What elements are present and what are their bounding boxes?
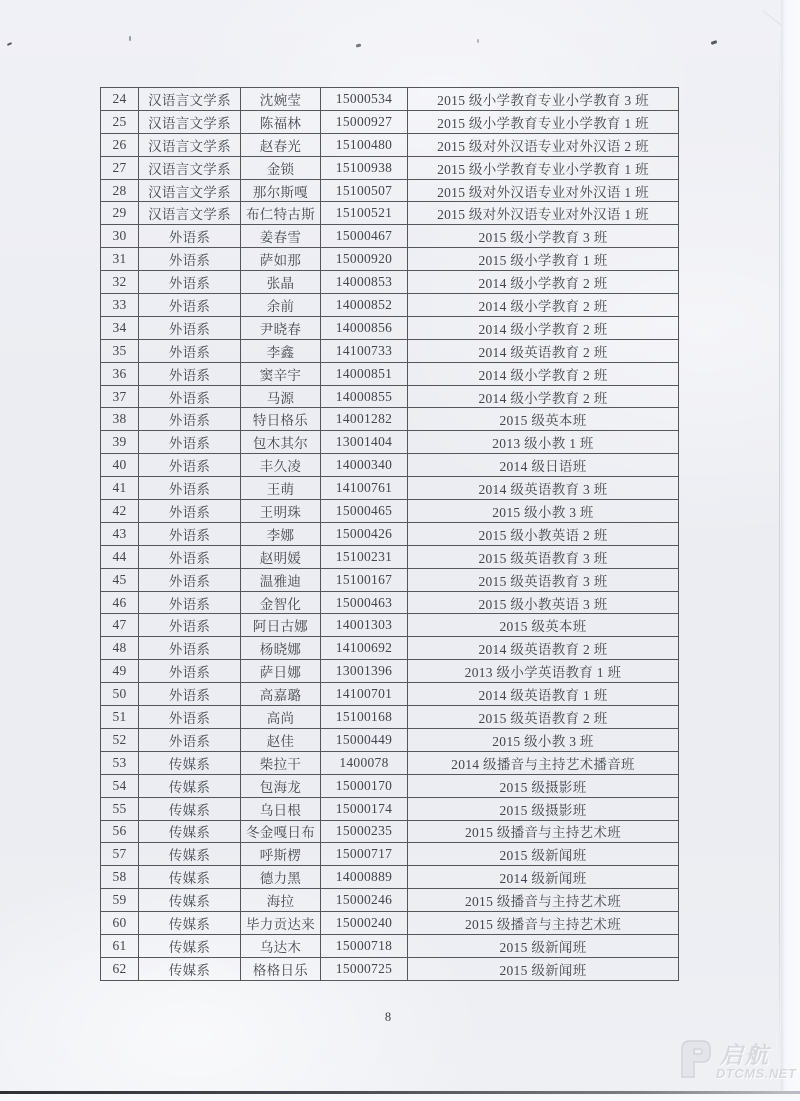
table-row: [101, 339, 679, 362]
cell-department: 外语系: [139, 225, 241, 248]
cell-student-id: 15100480: [321, 133, 408, 156]
cell-number: 57: [101, 843, 139, 866]
cell-number: 30: [101, 225, 139, 248]
cell-student-id: 15000465: [321, 500, 408, 523]
cell-department: 传媒系: [139, 866, 241, 889]
cell-class: 2014 级小学教育 2 班: [408, 385, 679, 408]
table-row: [101, 294, 679, 317]
cell-student-id: 14100692: [321, 637, 408, 660]
table-row: [101, 545, 679, 568]
scan-speck: [129, 36, 131, 41]
cell-student-id: 15000920: [321, 248, 408, 271]
cell-name: 乌日根: [241, 797, 321, 820]
cell-number: 47: [101, 614, 139, 637]
cell-class: 2015 级新闻班: [408, 843, 679, 866]
cell-name: 乌达木: [241, 934, 321, 957]
cell-name: 余前: [241, 294, 321, 317]
cell-student-id: 15100231: [321, 545, 408, 568]
cell-number: 54: [101, 774, 139, 797]
cell-number: 41: [101, 477, 139, 500]
cell-student-id: 15000449: [321, 728, 408, 751]
cell-department: 汉语言文学系: [139, 133, 241, 156]
cell-name: 阿日古娜: [241, 614, 321, 637]
cell-number: 50: [101, 683, 139, 706]
cell-number: 59: [101, 889, 139, 912]
table-row: [101, 660, 679, 683]
cell-student-id: 15000170: [321, 774, 408, 797]
table-row: [101, 889, 679, 912]
cell-department: 传媒系: [139, 843, 241, 866]
cell-student-id: 14000856: [321, 316, 408, 339]
cell-department: 外语系: [139, 431, 241, 454]
cell-class: 2015 级英本班: [408, 408, 679, 431]
table-row: [101, 248, 679, 271]
cell-number: 36: [101, 362, 139, 385]
cell-student-id: 14100701: [321, 683, 408, 706]
cell-name: 海拉: [241, 889, 321, 912]
cell-department: 外语系: [139, 500, 241, 523]
cell-number: 53: [101, 751, 139, 774]
table-row: [101, 133, 679, 156]
cell-department: 外语系: [139, 362, 241, 385]
cell-department: 外语系: [139, 660, 241, 683]
cell-department: 传媒系: [139, 934, 241, 957]
cell-number: 29: [101, 202, 139, 225]
cell-student-id: 15000927: [321, 110, 408, 133]
cell-department: 外语系: [139, 408, 241, 431]
cell-class: 2015 级英语教育 2 班: [408, 706, 679, 729]
cell-class: 2015 级播音与主持艺术班: [408, 889, 679, 912]
cell-department: 外语系: [139, 522, 241, 545]
cell-student-id: 15000246: [321, 889, 408, 912]
cell-department: 传媒系: [139, 751, 241, 774]
table-row: [101, 706, 679, 729]
cell-class: 2015 级小学教育专业小学教育 1 班: [408, 110, 679, 133]
cell-class: 2014 级小学教育 2 班: [408, 271, 679, 294]
cell-student-id: 14000852: [321, 294, 408, 317]
cell-name: 特日格乐: [241, 408, 321, 431]
cell-class: 2015 级小教英语 3 班: [408, 591, 679, 614]
cell-student-id: 14000340: [321, 454, 408, 477]
cell-name: 柴拉干: [241, 751, 321, 774]
table-row: [101, 866, 679, 889]
table-row: [101, 591, 679, 614]
table-row: [101, 477, 679, 500]
cell-number: 45: [101, 568, 139, 591]
cell-name: 格格日乐: [241, 957, 321, 980]
cell-name: 沈婉莹: [241, 88, 321, 111]
cell-department: 外语系: [139, 294, 241, 317]
cell-name: 布仁特古斯: [241, 202, 321, 225]
cell-student-id: 15000426: [321, 522, 408, 545]
table-row: [101, 912, 679, 935]
cell-name: 包海龙: [241, 774, 321, 797]
cell-number: 44: [101, 545, 139, 568]
cell-name: 那尔斯嘎: [241, 179, 321, 202]
student-roster: [100, 87, 679, 981]
cell-department: 外语系: [139, 316, 241, 339]
cell-number: 35: [101, 339, 139, 362]
cell-name: 冬金嘎日布: [241, 820, 321, 843]
cell-name: 陈福林: [241, 110, 321, 133]
student-table: [100, 87, 679, 981]
cell-department: 外语系: [139, 339, 241, 362]
cell-name: 赵佳: [241, 728, 321, 751]
cell-student-id: 14001282: [321, 408, 408, 431]
cell-number: 25: [101, 110, 139, 133]
watermark-site: DTCMS.NET: [716, 1066, 797, 1081]
cell-class: 2014 级小学教育 2 班: [408, 294, 679, 317]
cell-class: 2014 级英语教育 3 班: [408, 477, 679, 500]
cell-name: 李娜: [241, 522, 321, 545]
cell-number: 33: [101, 294, 139, 317]
cell-name: 毕力贡达来: [241, 912, 321, 935]
cell-class: 2013 级小学英语教育 1 班: [408, 660, 679, 683]
cell-student-id: 15000718: [321, 934, 408, 957]
cell-department: 外语系: [139, 271, 241, 294]
table-row: [101, 751, 679, 774]
watermark-brand: 启航: [720, 1042, 770, 1068]
qihang-sail-logo-icon: [676, 1037, 716, 1086]
table-row: [101, 454, 679, 477]
cell-student-id: 14001303: [321, 614, 408, 637]
cell-number: 31: [101, 248, 139, 271]
cell-number: 56: [101, 820, 139, 843]
cell-class: 2015 级对外汉语专业对外汉语 1 班: [408, 179, 679, 202]
cell-name: 王明珠: [241, 500, 321, 523]
paper-edge-crease: [779, 40, 780, 1060]
cell-name: 高尚: [241, 706, 321, 729]
cell-student-id: 15000534: [321, 88, 408, 111]
table-row: [101, 637, 679, 660]
table-row: [101, 385, 679, 408]
cell-name: 包木其尔: [241, 431, 321, 454]
cell-number: 62: [101, 957, 139, 980]
cell-class: 2014 级英语教育 1 班: [408, 683, 679, 706]
cell-number: 40: [101, 454, 139, 477]
table-row: [101, 683, 679, 706]
cell-student-id: 14000889: [321, 866, 408, 889]
table-row: [101, 843, 679, 866]
table-row: [101, 820, 679, 843]
cell-student-id: 15100938: [321, 156, 408, 179]
cell-name: 李鑫: [241, 339, 321, 362]
cell-name: 张晶: [241, 271, 321, 294]
cell-class: 2015 级摄影班: [408, 774, 679, 797]
cell-class: 2015 级英语教育 3 班: [408, 545, 679, 568]
cell-number: 48: [101, 637, 139, 660]
cell-number: 60: [101, 912, 139, 935]
table-row: [101, 522, 679, 545]
scan-speck: [7, 42, 12, 46]
cell-number: 28: [101, 179, 139, 202]
table-row: [101, 568, 679, 591]
cell-department: 外语系: [139, 614, 241, 637]
table-row: [101, 728, 679, 751]
cell-name: 德力黑: [241, 866, 321, 889]
cell-number: 37: [101, 385, 139, 408]
table-row: [101, 271, 679, 294]
cell-class: 2013 级小教 1 班: [408, 431, 679, 454]
cell-class: 2014 级播音与主持艺术播音班: [408, 751, 679, 774]
cell-class: 2014 级英语教育 2 班: [408, 637, 679, 660]
cell-department: 外语系: [139, 545, 241, 568]
cell-class: 2014 级小学教育 2 班: [408, 362, 679, 385]
cell-name: 金锁: [241, 156, 321, 179]
cell-department: 传媒系: [139, 797, 241, 820]
scan-speck: [711, 40, 718, 45]
cell-department: 外语系: [139, 454, 241, 477]
cell-class: 2014 级新闻班: [408, 866, 679, 889]
cell-student-id: 15000467: [321, 225, 408, 248]
cell-name: 赵明媛: [241, 545, 321, 568]
cell-class: 2015 级英语教育 3 班: [408, 568, 679, 591]
table-row: [101, 225, 679, 248]
cell-number: 43: [101, 522, 139, 545]
cell-name: 高嘉璐: [241, 683, 321, 706]
table-row: [101, 934, 679, 957]
cell-name: 尹晓春: [241, 316, 321, 339]
cell-class: 2015 级小学教育 1 班: [408, 248, 679, 271]
cell-class: 2015 级播音与主持艺术班: [408, 820, 679, 843]
cell-student-id: 15000463: [321, 591, 408, 614]
cell-name: 温雅迪: [241, 568, 321, 591]
cell-number: 52: [101, 728, 139, 751]
table-row: [101, 500, 679, 523]
cell-name: 丰久凌: [241, 454, 321, 477]
cell-class: 2015 级小教 3 班: [408, 728, 679, 751]
cell-student-id: 14100761: [321, 477, 408, 500]
cell-class: 2015 级小教英语 2 班: [408, 522, 679, 545]
cell-department: 外语系: [139, 728, 241, 751]
table-row: [101, 362, 679, 385]
cell-number: 34: [101, 316, 139, 339]
cell-number: 49: [101, 660, 139, 683]
cell-number: 58: [101, 866, 139, 889]
table-row: [101, 797, 679, 820]
cell-department: 汉语言文学系: [139, 88, 241, 111]
cell-name: 窦辛宇: [241, 362, 321, 385]
cell-department: 外语系: [139, 706, 241, 729]
cell-class: 2015 级小学教育专业小学教育 3 班: [408, 88, 679, 111]
cell-name: 萨如那: [241, 248, 321, 271]
cell-class: 2015 级对外汉语专业对外汉语 1 班: [408, 202, 679, 225]
cell-department: 外语系: [139, 591, 241, 614]
cell-department: 外语系: [139, 637, 241, 660]
table-row: [101, 431, 679, 454]
cell-student-id: 15000717: [321, 843, 408, 866]
cell-number: 24: [101, 88, 139, 111]
cell-department: 外语系: [139, 248, 241, 271]
cell-department: 外语系: [139, 477, 241, 500]
cell-student-id: 14100733: [321, 339, 408, 362]
table-row: [101, 774, 679, 797]
cell-class: 2015 级英本班: [408, 614, 679, 637]
table-row: [101, 110, 679, 133]
table-row: [101, 156, 679, 179]
cell-class: 2015 级新闻班: [408, 934, 679, 957]
paper-right-edge: [781, 0, 800, 1101]
cell-department: 汉语言文学系: [139, 156, 241, 179]
table-row: [101, 88, 679, 111]
cell-number: 26: [101, 133, 139, 156]
cell-name: 马源: [241, 385, 321, 408]
scan-speck: [477, 39, 479, 43]
table-row: [101, 614, 679, 637]
cell-class: 2015 级小学教育 3 班: [408, 225, 679, 248]
cell-student-id: 15100507: [321, 179, 408, 202]
cell-class: 2015 级播音与主持艺术班: [408, 912, 679, 935]
cell-class: 2014 级日语班: [408, 454, 679, 477]
cell-class: 2015 级新闻班: [408, 957, 679, 980]
cell-student-id: 14000855: [321, 385, 408, 408]
cell-department: 汉语言文学系: [139, 110, 241, 133]
scan-speck: [356, 43, 362, 47]
cell-number: 61: [101, 934, 139, 957]
cell-name: 呼斯楞: [241, 843, 321, 866]
cell-department: 汉语言文学系: [139, 179, 241, 202]
cell-department: 外语系: [139, 568, 241, 591]
watermark: [676, 1035, 797, 1089]
cell-number: 51: [101, 706, 139, 729]
cell-department: 汉语言文学系: [139, 202, 241, 225]
cell-class: 2015 级对外汉语专业对外汉语 2 班: [408, 133, 679, 156]
cell-class: 2015 级小学教育专业小学教育 1 班: [408, 156, 679, 179]
scan-bottom-margin: [0, 1094, 800, 1101]
student-table-body: [101, 88, 679, 981]
cell-department: 传媒系: [139, 957, 241, 980]
cell-department: 外语系: [139, 683, 241, 706]
cell-number: 38: [101, 408, 139, 431]
cell-name: 萨日娜: [241, 660, 321, 683]
cell-department: 传媒系: [139, 912, 241, 935]
cell-number: 46: [101, 591, 139, 614]
cell-department: 传媒系: [139, 820, 241, 843]
cell-number: 39: [101, 431, 139, 454]
cell-student-id: 15100167: [321, 568, 408, 591]
table-row: [101, 408, 679, 431]
cell-student-id: 15000235: [321, 820, 408, 843]
table-row: [101, 202, 679, 225]
cell-department: 传媒系: [139, 774, 241, 797]
cell-number: 42: [101, 500, 139, 523]
cell-class: 2014 级小学教育 2 班: [408, 316, 679, 339]
cell-name: 王萌: [241, 477, 321, 500]
page-number: 8: [384, 1010, 392, 1024]
cell-student-id: 14000853: [321, 271, 408, 294]
cell-name: 金智化: [241, 591, 321, 614]
cell-class: 2015 级小教 3 班: [408, 500, 679, 523]
cell-student-id: 15000174: [321, 797, 408, 820]
cell-department: 外语系: [139, 385, 241, 408]
cell-student-id: 15000725: [321, 957, 408, 980]
cell-class: 2015 级摄影班: [408, 797, 679, 820]
table-row: [101, 957, 679, 980]
table-row: [101, 316, 679, 339]
cell-student-id: 15100521: [321, 202, 408, 225]
cell-student-id: 14000851: [321, 362, 408, 385]
cell-student-id: 15100168: [321, 706, 408, 729]
cell-student-id: 1400078: [321, 751, 408, 774]
cell-number: 32: [101, 271, 139, 294]
cell-number: 55: [101, 797, 139, 820]
cell-name: 杨晓娜: [241, 637, 321, 660]
cell-student-id: 13001396: [321, 660, 408, 683]
cell-number: 27: [101, 156, 139, 179]
cell-student-id: 13001404: [321, 431, 408, 454]
cell-class: 2014 级英语教育 2 班: [408, 339, 679, 362]
cell-department: 传媒系: [139, 889, 241, 912]
cell-name: 赵春光: [241, 133, 321, 156]
cell-student-id: 15000240: [321, 912, 408, 935]
table-row: [101, 179, 679, 202]
cell-name: 姜春雪: [241, 225, 321, 248]
